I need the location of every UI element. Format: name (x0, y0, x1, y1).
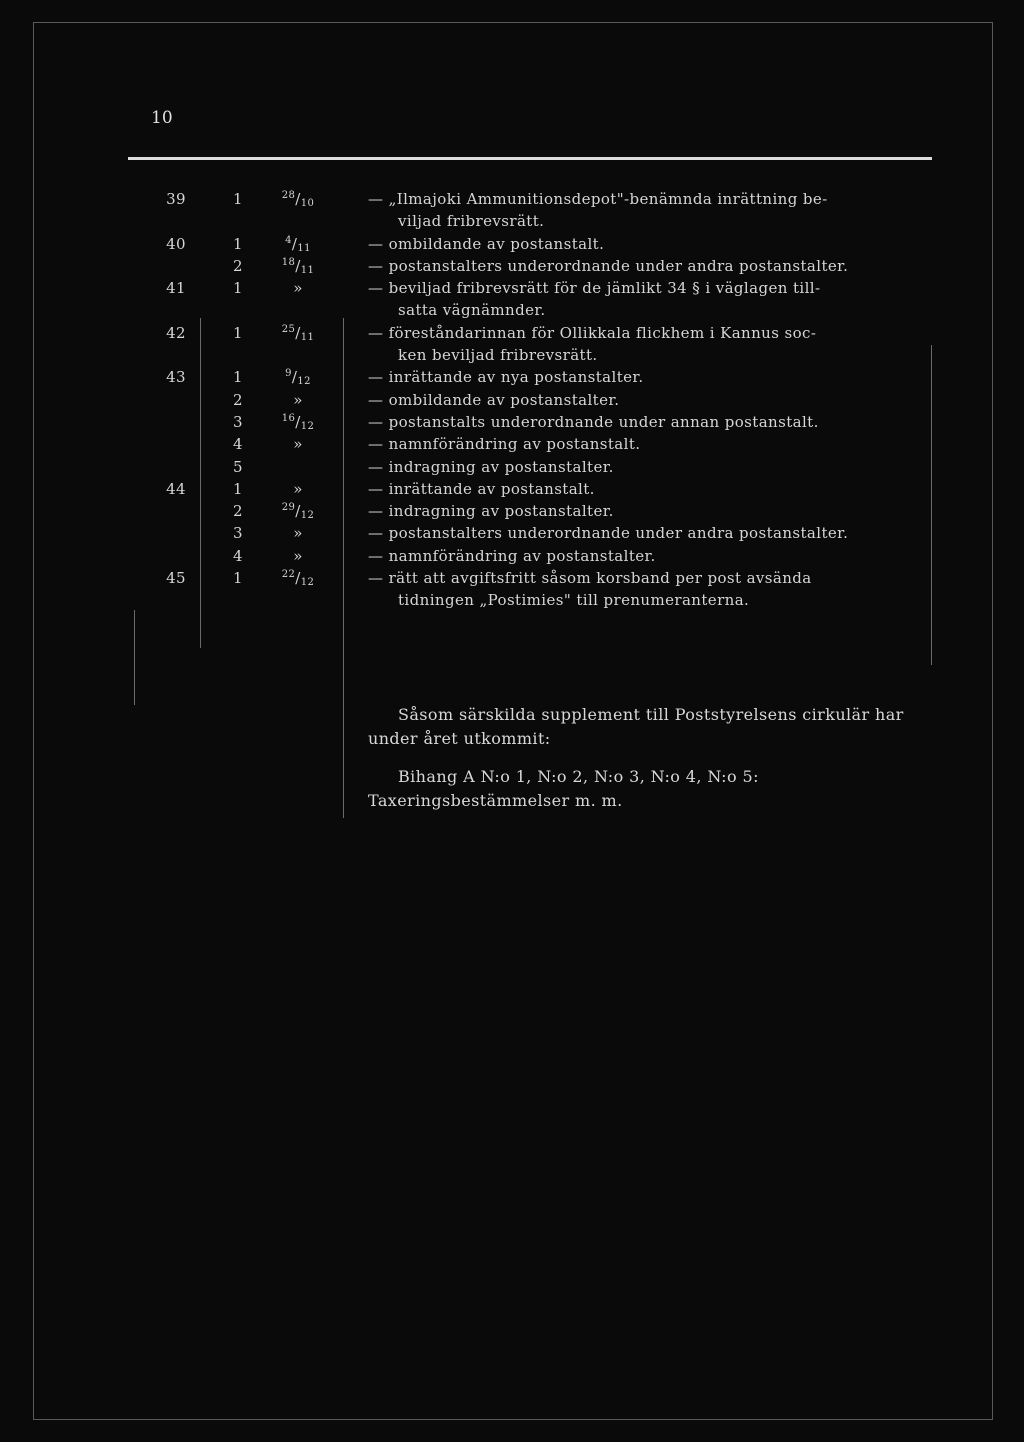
item-number: 4 (233, 546, 243, 565)
date-cell: $^4/_{11}$ (285, 234, 311, 254)
table-row (0, 480, 1024, 502)
date-day: 25 (281, 323, 296, 335)
entry-text: — postanstalts underordnande under annan postanstalt. (368, 412, 819, 431)
supplement-section (368, 703, 923, 827)
table-row (0, 413, 1024, 435)
date-day: 28 (281, 190, 296, 201)
table-row (0, 212, 1024, 234)
table-row (0, 458, 1024, 480)
date-day: 4 (285, 234, 292, 246)
item-number: 2 (233, 502, 243, 521)
item-number: 1 (233, 234, 243, 253)
entry-text: — indragning av postanstalter. (368, 457, 614, 476)
date-month: 12 (300, 577, 315, 589)
date-month: 11 (297, 242, 311, 254)
column-rule-left (134, 610, 135, 705)
ditto-mark: » (293, 435, 303, 454)
date-cell: $^{25}/_{11}$ (281, 323, 315, 343)
date-cell (272, 480, 324, 498)
item-number: 1 (233, 479, 243, 498)
item-number: 3 (233, 412, 243, 431)
date-cell: $^{22}/_{12}$ (281, 569, 315, 589)
entry-text: — beviljad fribrevsrätt för de jämlikt 34 § i väglagen till- (368, 279, 821, 298)
supplement-intro: Såsom särskilda supplement till Poststyrelsens cirkulär har under året utkommit: (368, 705, 904, 748)
date-month: 12 (297, 376, 311, 388)
table-row (0, 547, 1024, 569)
date-cell: $^{16}/_{12}$ (281, 412, 315, 432)
item-number: 1 (233, 569, 243, 588)
table-row (0, 391, 1024, 413)
ditto-mark: » (293, 390, 303, 409)
entry-text: tidningen „Postimies" till prenumeranterna. (398, 591, 750, 610)
entry-text: satta vägnämnder. (398, 301, 546, 320)
table-row (0, 257, 1024, 279)
item-number: 1 (233, 368, 243, 387)
paragraph-number: 41 (166, 279, 186, 298)
ditto-mark: » (293, 479, 303, 498)
date-cell: $^{29}/_{12}$ (281, 502, 315, 522)
date-cell (272, 547, 324, 565)
header-rule (128, 157, 932, 160)
table-row (0, 368, 1024, 390)
paragraph-number: 43 (166, 368, 186, 387)
table-row (0, 524, 1024, 546)
date-day: 22 (281, 569, 296, 581)
date-cell (272, 524, 324, 542)
date-month: 11 (300, 264, 315, 276)
entry-text: — „Ilmajoki Ammunitionsdepot"-benämnda inrättning be- (368, 190, 828, 208)
paragraph-number: 39 (166, 190, 186, 208)
entry-text: — föreståndarinnan för Ollikkala flickhem i Kannus soc- (368, 323, 817, 342)
entry-text: — postanstalters underordnande under andra postanstalter. (368, 256, 849, 275)
entry-text: — rätt att avgiftsfritt såsom korsband per post avsända (368, 569, 812, 588)
register-table (0, 190, 1024, 614)
entry-text: — postanstalters underordnande under andra postanstalter. (368, 524, 849, 543)
ditto-mark: » (293, 279, 303, 298)
paragraph-number: 45 (166, 569, 186, 588)
entry-text: — indragning av postanstalter. (368, 502, 614, 521)
item-number: 5 (233, 457, 243, 476)
table-row (0, 591, 1024, 613)
entry-text: viljad fribrevsrätt. (398, 212, 545, 231)
date-cell: $^9/_{12}$ (285, 368, 311, 388)
item-number: 1 (233, 279, 243, 298)
entry-text: — inrättande av postanstalt. (368, 479, 595, 498)
table-row (0, 279, 1024, 301)
date-day: 16 (281, 412, 296, 424)
date-day: 18 (281, 256, 296, 268)
date-cell: $^{18}/_{11}$ (281, 256, 315, 276)
table-row (0, 569, 1024, 591)
paragraph-number: 40 (166, 234, 186, 253)
ditto-mark: » (293, 524, 303, 543)
entry-text: — namnförändring av postanstalt. (368, 435, 641, 454)
item-number: 3 (233, 524, 243, 543)
item-number: 2 (233, 390, 243, 409)
table-row (0, 301, 1024, 323)
date-month: 12 (300, 420, 315, 432)
table-row (0, 435, 1024, 457)
date-cell (272, 391, 324, 409)
page-number: 10 (151, 108, 173, 128)
date-month: 11 (300, 331, 315, 343)
date-day: 29 (281, 502, 296, 514)
item-number: 1 (233, 190, 243, 208)
item-number: 2 (233, 256, 243, 275)
date-cell (272, 435, 324, 453)
date-month: 12 (300, 510, 315, 522)
supplement-list: Bihang A N:o 1, N:o 2, N:o 3, N:o 4, N:o 5: Taxeringsbestämmelser m. m. (368, 767, 759, 810)
entry-text: — inrättande av nya postanstalter. (368, 368, 644, 387)
date-cell (272, 279, 324, 297)
entry-text: ken beviljad fribrevsrätt. (398, 346, 598, 365)
table-row (0, 324, 1024, 346)
table-row (0, 346, 1024, 368)
entry-text: — ombildande av postanstalt. (368, 234, 605, 253)
date-month: 10 (300, 198, 315, 209)
item-number: 4 (233, 435, 243, 454)
date-cell: $^{28}/_{10}$ (281, 190, 315, 209)
entry-text: — namnförändring av postanstalter. (368, 546, 656, 565)
table-row (0, 502, 1024, 524)
ditto-mark: » (293, 546, 303, 565)
entry-text: — ombildande av postanstalter. (368, 390, 620, 409)
paragraph-number: 42 (166, 323, 186, 342)
table-row (0, 235, 1024, 257)
paragraph-number: 44 (166, 479, 186, 498)
date-day: 9 (285, 368, 292, 380)
table-row (0, 190, 1024, 212)
item-number: 1 (233, 323, 243, 342)
